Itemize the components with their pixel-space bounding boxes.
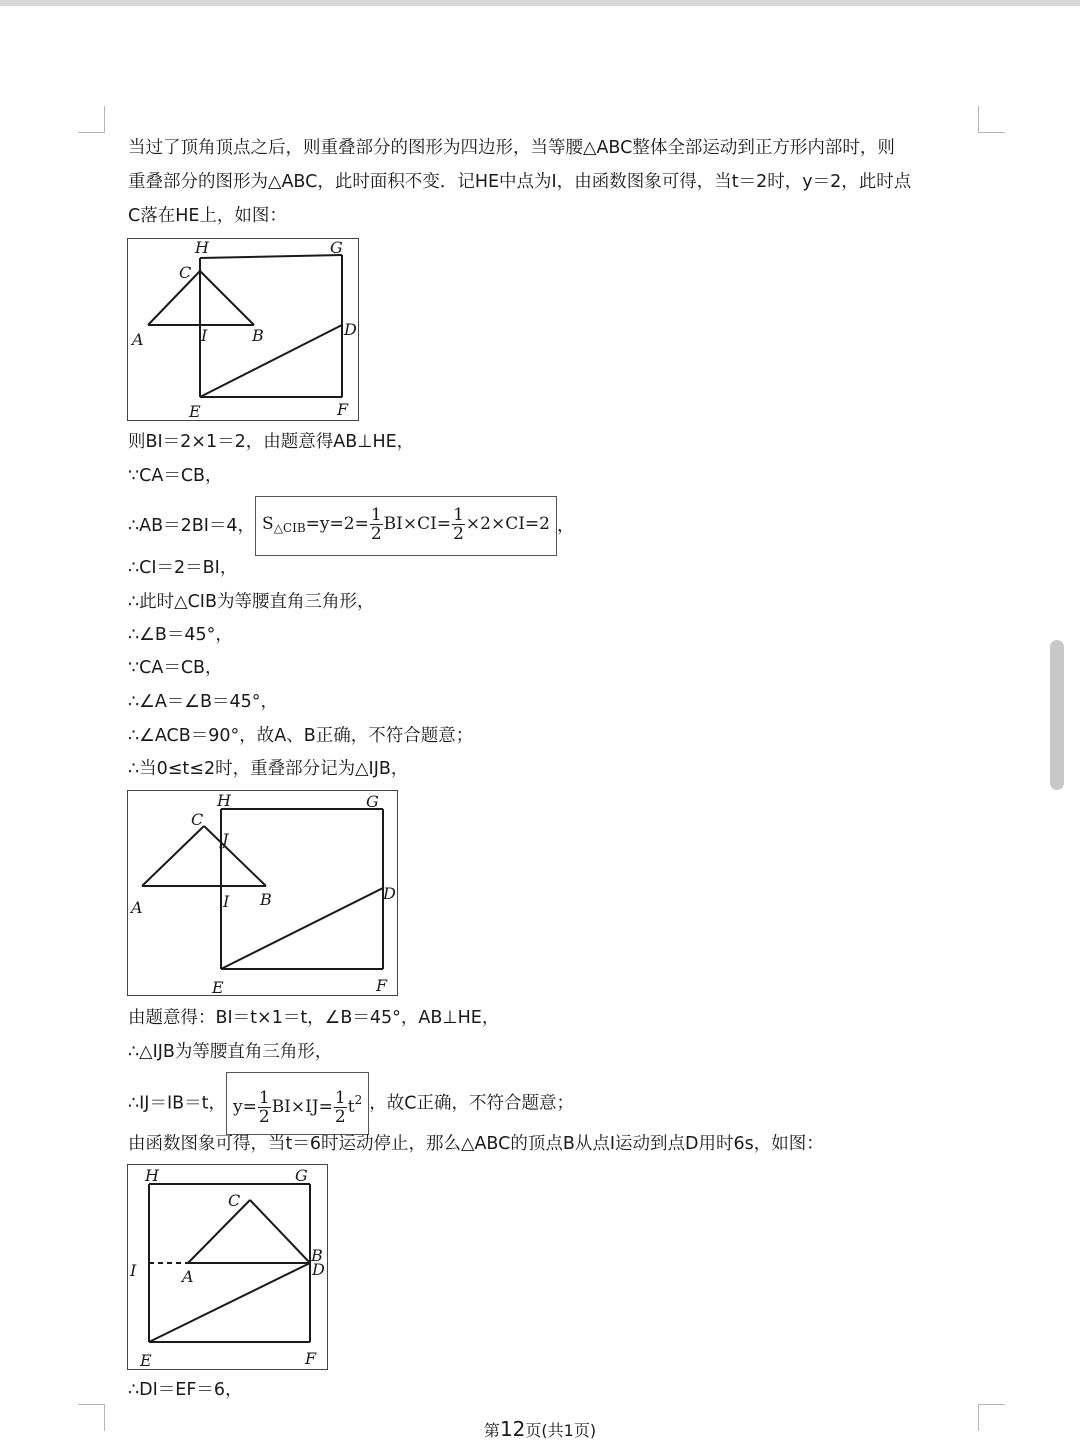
figure-1 [127, 238, 359, 421]
label-h: H [145, 1166, 159, 1185]
text-line-4: 则BI＝2×1＝2，由题意得AB⊥HE， [128, 432, 415, 452]
page-footer [0, 1417, 1080, 1441]
text-line-6 [128, 496, 575, 546]
label-b: B [311, 1246, 323, 1265]
crop-mark-top-left [78, 106, 105, 133]
label-a: A [131, 898, 143, 917]
label-f: F [337, 400, 349, 419]
figure-3 [127, 1164, 328, 1370]
label-g: G [330, 239, 343, 257]
label-i: I [130, 1261, 137, 1280]
label-f: F [376, 976, 388, 995]
label-a: A [132, 330, 144, 349]
label-c: C [191, 810, 204, 829]
label-h: H [195, 239, 209, 257]
formula2-mid: BI×IJ= [271, 1097, 333, 1117]
text-line-14: 由题意得：BI＝t×1＝t，∠B＝45°，AB⊥HE， [128, 1008, 500, 1028]
label-g: G [295, 1166, 308, 1185]
formula2-start: y= [233, 1097, 257, 1117]
text-line-1: 当过了顶角顶点之后，则重叠部分的图形为四边形，当等腰△ABC整体全部运动到正方形内部时，则 [128, 138, 895, 158]
formula-mid: BI×CI= [383, 514, 452, 534]
label-j: J [222, 830, 229, 849]
text-line-9: ∴∠B＝45°， [128, 625, 233, 645]
text-line-16-post: ，故C正确，不符合题意； [369, 1093, 574, 1114]
formula-eq1: =y=2= [305, 514, 369, 534]
text-line-8: ∴此时△CIB为等腰直角三角形， [128, 592, 375, 612]
label-i: I [201, 326, 208, 345]
label-b: B [260, 890, 272, 909]
text-line-3: C落在HE上，如图： [128, 206, 287, 226]
text-line-15: ∴△IJB为等腰直角三角形， [128, 1042, 333, 1062]
formula-area-cib [255, 496, 557, 556]
text-line-7: ∴CI＝2＝BI， [128, 558, 238, 578]
figure-2 [127, 790, 398, 996]
label-d: D [312, 1260, 325, 1279]
footer-pre: 第 [483, 1421, 500, 1440]
label-g: G [366, 792, 379, 811]
text-line-18: ∴DI＝EF＝6， [128, 1380, 243, 1400]
text-line-12: ∴∠ACB＝90°，故A、B正确，不符合题意； [128, 726, 474, 746]
fraction-4: $\frac{1}{2}$ [334, 1088, 346, 1127]
label-i: I [223, 892, 230, 911]
label-h: H [217, 791, 231, 810]
label-b: B [252, 326, 264, 345]
label-a: A [182, 1267, 194, 1286]
fraction-1: $\frac{1}{2}$ [370, 505, 382, 544]
text-line-16 [128, 1072, 574, 1127]
scrollbar-thumb[interactable] [1050, 640, 1064, 790]
formula-y-area [226, 1072, 369, 1135]
text-line-10: ∵CA＝CB， [128, 658, 223, 678]
text-line-17: 由函数图象可得，当t＝6时运动停止，那么△ABC的顶点B从点I运动到点D用时6s，如图： [128, 1134, 824, 1154]
text-line-16-pre: ∴IJ＝IB＝t， [128, 1093, 226, 1114]
text-line-11: ∴∠A＝∠B＝45°， [128, 692, 279, 712]
formula-s: S [262, 514, 274, 534]
formula2-t: t [347, 1097, 355, 1117]
text-line-6-pre: ∴AB＝2BI＝4， [128, 516, 256, 536]
label-c: C [228, 1191, 241, 1210]
fraction-3: $\frac{1}{2}$ [258, 1088, 270, 1127]
footer-page-number: 12 [499, 1417, 526, 1441]
top-border [0, 0, 1080, 6]
label-e: E [140, 1351, 152, 1369]
text-line-5: ∵CA＝CB， [128, 466, 223, 486]
label-d: D [383, 884, 396, 903]
text-line-2: 重叠部分的图形为△ABC，此时面积不变．记HE中点为I，由函数图象可得，当t＝2时，y＝2，此时点 [128, 172, 912, 192]
label-e: E [212, 978, 224, 995]
fraction-2: $\frac{1}{2}$ [453, 505, 464, 544]
label-d: D [344, 320, 357, 339]
label-c: C [179, 263, 192, 282]
formula2-exp: 2 [354, 1093, 363, 1107]
label-f: F [305, 1349, 317, 1368]
text-line-6-post: ， [557, 516, 575, 536]
label-e: E [189, 402, 201, 420]
text-line-13: ∴当0≤t≤2时，重叠部分记为△IJB， [128, 759, 409, 779]
crop-mark-top-right [978, 106, 1005, 133]
formula-sub: △CIB [273, 521, 306, 535]
footer-post: 页(共1页) [525, 1421, 597, 1440]
formula-end: ×2×CI=2 [465, 514, 550, 534]
